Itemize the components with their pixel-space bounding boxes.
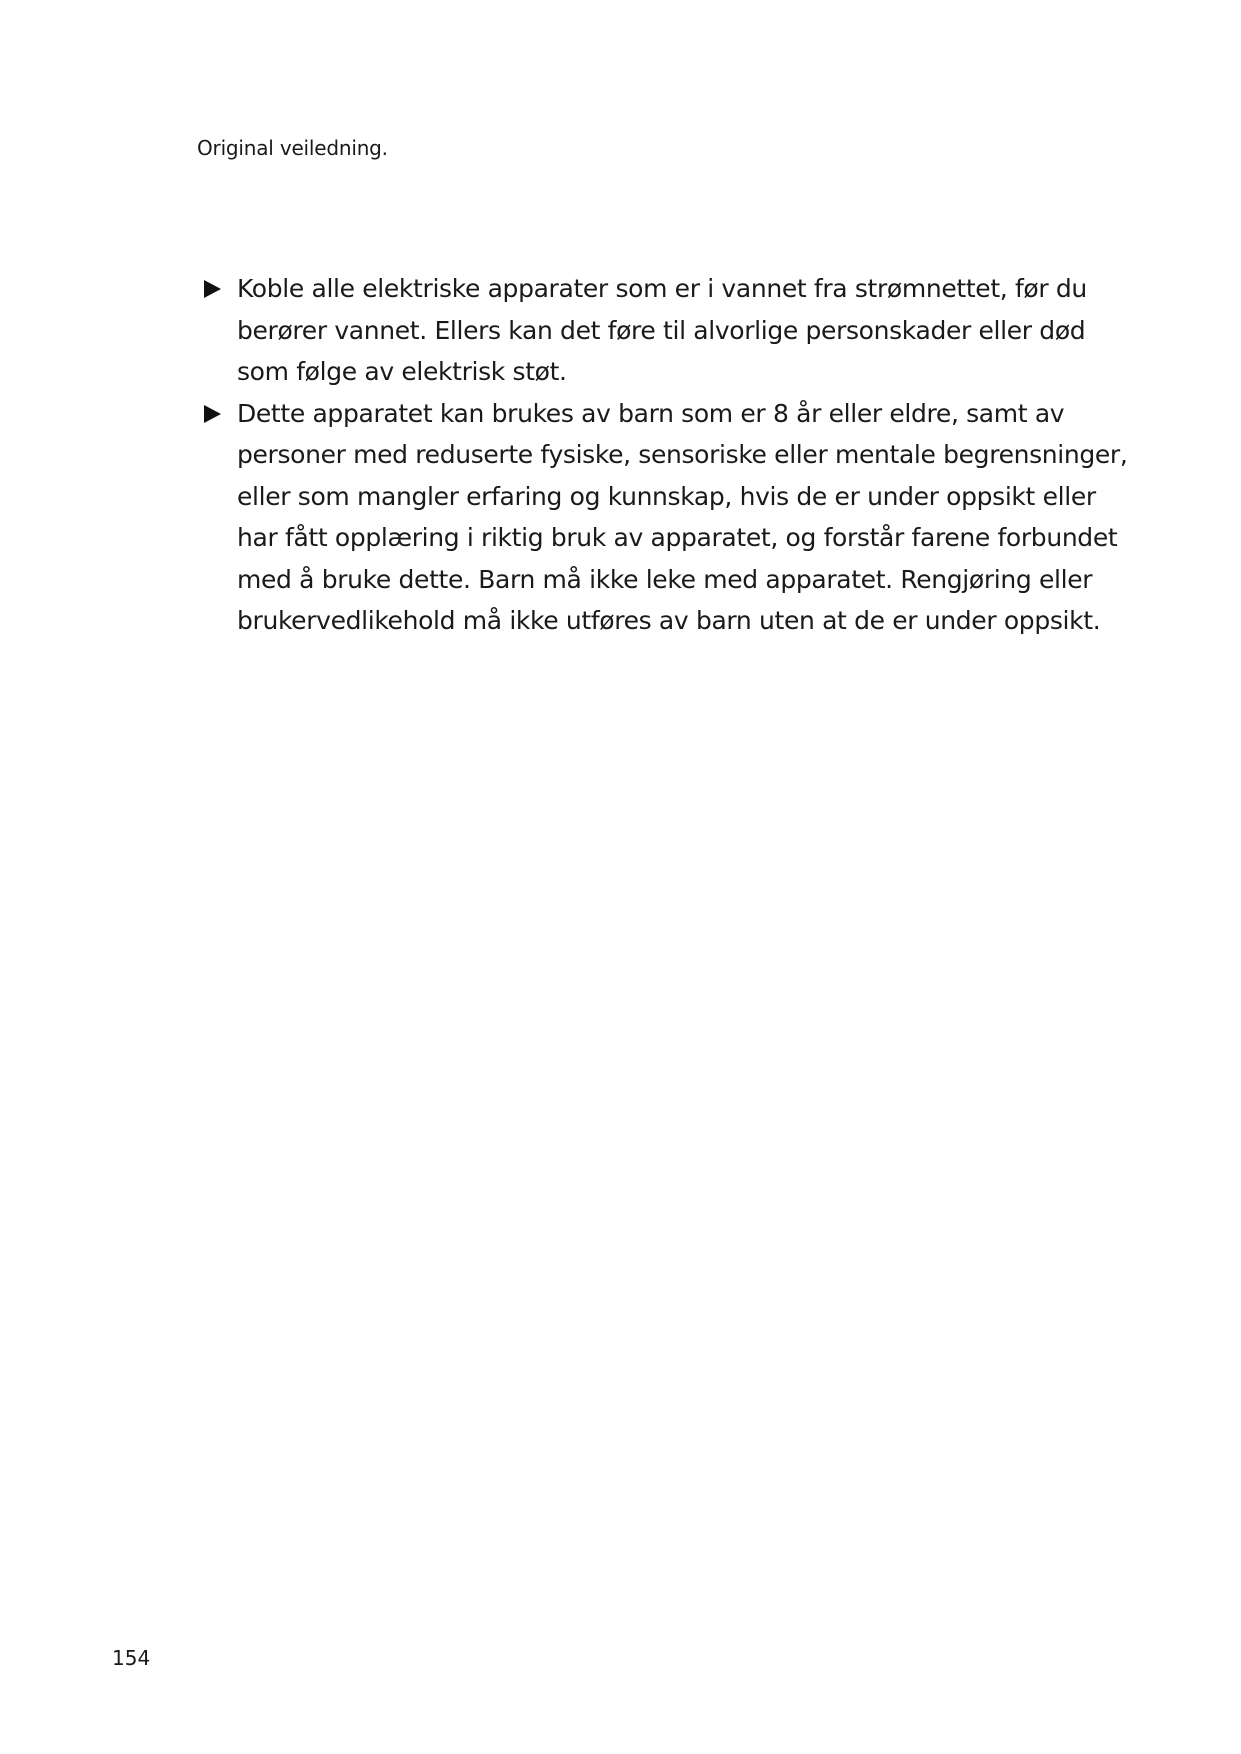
page-number: 154 <box>112 1646 151 1670</box>
warning-text: Koble alle elektriske apparater som er i vannet fra strømnettet, før du berører vannet. Ellers kan det føre til alvorlige personskader eller død som følge av elektrisk støt. <box>237 274 1087 386</box>
header-note: Original veiledning. <box>197 136 388 160</box>
warning-list <box>204 268 1134 642</box>
triangle-right-icon <box>204 405 221 423</box>
warning-text: Dette apparatet kan brukes av barn som er 8 år eller eldre, samt av personer med reduserte fysiske, sensoriske eller mentale begrensninger, eller som mangler erfaring og kunnskap, hvis de er under oppsikt eller har fått opplæring i riktig bruk av apparatet, og forstår farene forbundet med å bruke dette. Barn må ikke leke med apparatet. Rengjøring eller brukervedlikehold må ikke utføres av barn uten at de er under oppsikt. <box>237 398 1128 635</box>
warning-item <box>204 393 1134 642</box>
triangle-right-icon <box>204 280 221 298</box>
warning-item <box>204 268 1134 393</box>
